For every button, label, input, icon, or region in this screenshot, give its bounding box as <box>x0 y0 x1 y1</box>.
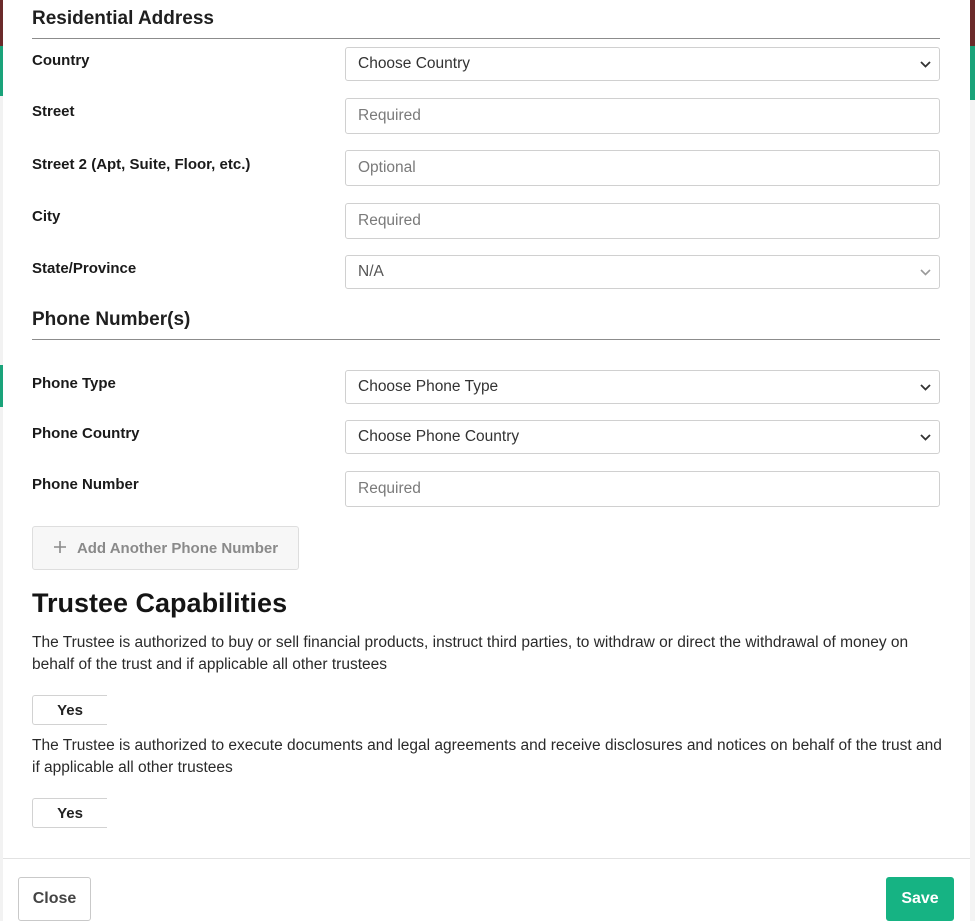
chevron-down-icon <box>919 381 931 393</box>
phone-country-label: Phone Country <box>32 425 140 442</box>
background-accent-strip-right <box>970 46 975 100</box>
state-select-value: N/A <box>358 263 384 280</box>
trustee-modal <box>3 0 970 921</box>
capability-description: The Trustee is authorized to buy or sell financial products, instruct third parties, to withdraw or direct the withdrawal of money on behalf of the trust and if applicable all other trustees <box>32 634 909 673</box>
state-label: State/Province <box>32 260 137 277</box>
capability-description: The Trustee is authorized to execute documents and legal agreements and receive disclosures and notices on behalf of the trust and if applicable all other trustees <box>32 737 942 776</box>
phone-number-placeholder: Required <box>358 480 421 497</box>
trustee-capabilities-heading: Trustee Capabilities <box>32 588 288 618</box>
phone-type-select[interactable] <box>345 370 940 404</box>
phone-country-select-value: Choose Phone Country <box>358 428 520 445</box>
plus-icon <box>53 538 67 558</box>
phone-number-label: Phone Number <box>32 476 139 493</box>
country-label: Country <box>32 52 90 69</box>
modal-body[interactable] <box>3 0 970 858</box>
street2-label: Street 2 (Apt, Suite, Floor, etc.) <box>32 156 251 173</box>
capability-yes-label: Yes <box>57 804 83 822</box>
background-header-strip-right <box>970 0 975 46</box>
street-placeholder: Required <box>358 107 421 124</box>
background-page-right <box>970 0 975 921</box>
close-button[interactable]: Close <box>18 877 91 921</box>
section-divider <box>32 38 940 39</box>
phone-numbers-heading: Phone Number(s) <box>32 309 191 330</box>
phone-number-input[interactable] <box>345 471 940 507</box>
capability-yes-label: Yes <box>57 701 83 719</box>
street2-input[interactable] <box>345 150 940 186</box>
chevron-down-icon <box>919 266 931 278</box>
city-input[interactable] <box>345 203 940 239</box>
state-select[interactable] <box>345 255 940 289</box>
street-input[interactable] <box>345 98 940 134</box>
phone-country-select[interactable] <box>345 420 940 454</box>
add-phone-number-button[interactable] <box>32 526 299 570</box>
chevron-down-icon <box>919 58 931 70</box>
section-divider <box>32 339 940 340</box>
add-phone-number-label: Add Another Phone Number <box>76 539 279 557</box>
country-select-value: Choose Country <box>358 55 471 72</box>
residential-address-heading: Residential Address <box>32 8 214 29</box>
chevron-down-icon <box>919 431 931 443</box>
phone-type-select-value: Choose Phone Type <box>358 378 499 395</box>
country-select[interactable] <box>345 47 940 81</box>
capability-yes-toggle[interactable] <box>32 695 107 725</box>
save-button[interactable]: Save <box>886 877 954 921</box>
city-label: City <box>32 208 61 225</box>
street2-placeholder: Optional <box>358 159 416 176</box>
modal-footer <box>3 858 970 922</box>
city-placeholder: Required <box>358 212 421 229</box>
street-label: Street <box>32 103 75 120</box>
phone-type-label: Phone Type <box>32 375 116 392</box>
capability-yes-toggle[interactable] <box>32 798 107 828</box>
